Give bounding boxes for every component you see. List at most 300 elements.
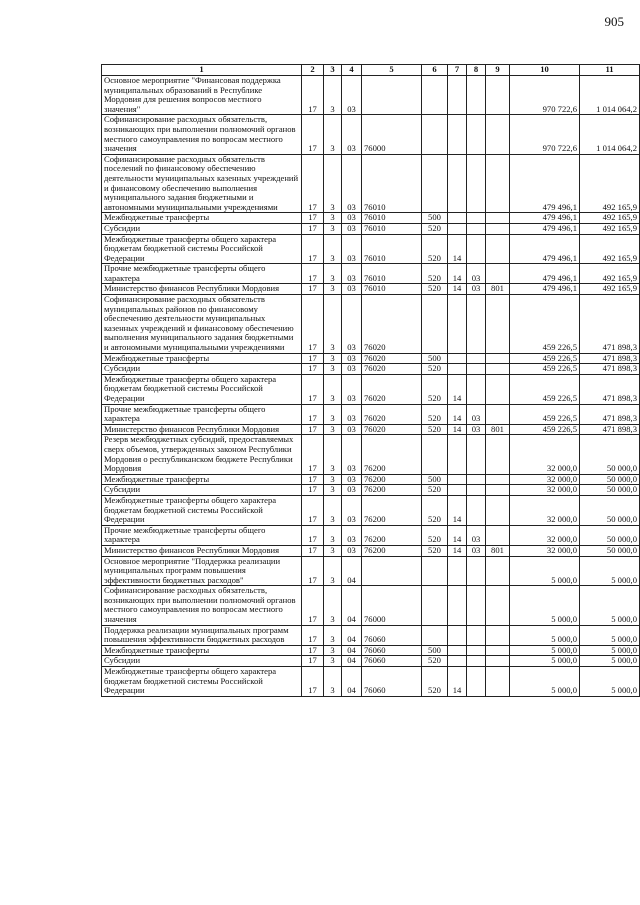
code-cell: 03 (467, 264, 486, 284)
code-cell (467, 586, 486, 625)
amount-cell: 459 226,5 (510, 353, 580, 364)
code-cell: 3 (324, 435, 342, 474)
code-cell (467, 374, 486, 404)
code-cell: 14 (448, 667, 467, 697)
amount-cell: 479 496,1 (510, 264, 580, 284)
code-cell (467, 154, 486, 213)
amount-cell: 471 898,3 (580, 374, 640, 404)
table-row (102, 115, 640, 154)
table-row (102, 223, 640, 234)
code-cell: 3 (324, 545, 342, 556)
amount-cell: 32 000,0 (510, 525, 580, 545)
code-cell (467, 364, 486, 375)
code-cell: 3 (324, 424, 342, 435)
code-cell: 520 (422, 264, 448, 284)
code-cell: 3 (324, 353, 342, 364)
amount-cell: 459 226,5 (510, 374, 580, 404)
amount-cell: 5 000,0 (580, 656, 640, 667)
code-cell: 17 (302, 525, 324, 545)
code-cell: 03 (342, 435, 362, 474)
row-name-cell: Субсидии (102, 223, 302, 234)
code-cell (422, 154, 448, 213)
row-name-cell: Софинансирование расходных обязательств поселений по финансовому обеспечению деятельности муниципальных казенных учреждений и финансовому обеспечению выполнения муниципального задания бюджетными и автономными муниципальными учреждениями (102, 154, 302, 213)
code-cell: 3 (324, 295, 342, 354)
code-cell: 03 (342, 284, 362, 295)
table-row (102, 424, 640, 435)
code-cell: 04 (342, 667, 362, 697)
row-name-cell: Межбюджетные трансферты (102, 645, 302, 656)
amount-cell: 5 000,0 (510, 625, 580, 645)
code-cell: 3 (324, 264, 342, 284)
code-cell: 04 (342, 625, 362, 645)
code-cell: 76200 (362, 545, 422, 556)
code-cell: 3 (324, 374, 342, 404)
code-cell (448, 154, 467, 213)
code-cell: 03 (467, 545, 486, 556)
code-cell: 17 (302, 556, 324, 586)
table-row (102, 295, 640, 354)
code-cell: 17 (302, 495, 324, 525)
code-cell (486, 495, 510, 525)
code-cell: 76020 (362, 424, 422, 435)
code-cell: 17 (302, 667, 324, 697)
code-cell: 04 (342, 556, 362, 586)
table-row (102, 586, 640, 625)
table-row (102, 234, 640, 264)
header-cell: 10 (510, 65, 580, 76)
code-cell: 3 (324, 223, 342, 234)
code-cell: 76020 (362, 374, 422, 404)
code-cell: 3 (324, 404, 342, 424)
code-cell: 03 (342, 525, 362, 545)
amount-cell: 970 722,6 (510, 76, 580, 115)
code-cell: 03 (342, 495, 362, 525)
code-cell: 03 (342, 485, 362, 496)
code-cell: 14 (448, 525, 467, 545)
code-cell (448, 213, 467, 224)
code-cell (486, 223, 510, 234)
code-cell (422, 435, 448, 474)
amount-cell: 970 722,6 (510, 115, 580, 154)
code-cell: 17 (302, 645, 324, 656)
code-cell: 3 (324, 115, 342, 154)
row-name-cell: Софинансирование расходных обязательств муниципальных районов по финансовому обеспечению деятельности муниципальных казенных учреждений и финансовому обеспечению выполнения муниципального задания бюджетными и автономными муниципальными учреждениями (102, 295, 302, 354)
code-cell: 76020 (362, 353, 422, 364)
code-cell: 17 (302, 234, 324, 264)
code-cell: 76010 (362, 234, 422, 264)
code-cell: 04 (342, 586, 362, 625)
code-cell: 17 (302, 545, 324, 556)
code-cell: 03 (342, 234, 362, 264)
table-row (102, 474, 640, 485)
code-cell (467, 485, 486, 496)
code-cell: 03 (342, 223, 362, 234)
code-cell: 17 (302, 404, 324, 424)
code-cell (467, 625, 486, 645)
code-cell: 03 (342, 154, 362, 213)
code-cell: 17 (302, 485, 324, 496)
code-cell: 76010 (362, 284, 422, 295)
code-cell (448, 474, 467, 485)
code-cell (448, 76, 467, 115)
code-cell (448, 295, 467, 354)
code-cell (486, 213, 510, 224)
row-name-cell: Субсидии (102, 656, 302, 667)
code-cell (467, 645, 486, 656)
code-cell (422, 76, 448, 115)
code-cell: 3 (324, 556, 342, 586)
code-cell: 3 (324, 667, 342, 697)
amount-cell: 492 165,9 (580, 213, 640, 224)
amount-cell: 492 165,9 (580, 223, 640, 234)
code-cell: 500 (422, 474, 448, 485)
code-cell (486, 474, 510, 485)
code-cell: 801 (486, 424, 510, 435)
code-cell (486, 656, 510, 667)
code-cell: 03 (342, 115, 362, 154)
code-cell: 76200 (362, 474, 422, 485)
code-cell: 14 (448, 264, 467, 284)
code-cell: 3 (324, 525, 342, 545)
code-cell (467, 213, 486, 224)
amount-cell: 5 000,0 (580, 667, 640, 697)
table-row (102, 645, 640, 656)
code-cell: 520 (422, 667, 448, 697)
code-cell (486, 525, 510, 545)
code-cell: 03 (342, 404, 362, 424)
code-cell: 76060 (362, 645, 422, 656)
amount-cell: 32 000,0 (510, 545, 580, 556)
table-row (102, 154, 640, 213)
amount-cell: 479 496,1 (510, 284, 580, 295)
code-cell: 03 (342, 76, 362, 115)
table-row (102, 625, 640, 645)
code-cell: 17 (302, 154, 324, 213)
code-cell (467, 667, 486, 697)
code-cell: 520 (422, 374, 448, 404)
amount-cell: 5 000,0 (510, 667, 580, 697)
header-cell: 8 (467, 65, 486, 76)
code-cell: 76020 (362, 295, 422, 354)
code-cell: 17 (302, 353, 324, 364)
code-cell: 03 (342, 545, 362, 556)
table-row (102, 264, 640, 284)
code-cell: 3 (324, 154, 342, 213)
code-cell: 03 (342, 424, 362, 435)
code-cell (448, 625, 467, 645)
code-cell: 76200 (362, 485, 422, 496)
code-cell: 3 (324, 586, 342, 625)
code-cell: 76060 (362, 656, 422, 667)
row-name-cell: Резерв межбюджетных субсидий, предоставляемых сверх объемов, утвержденных законом Республики Мордовия о республиканском бюджете Республики Мордовия (102, 435, 302, 474)
header-cell: 1 (102, 65, 302, 76)
header-cell: 3 (324, 65, 342, 76)
code-cell (486, 435, 510, 474)
code-cell: 17 (302, 435, 324, 474)
amount-cell: 1 014 064,2 (580, 115, 640, 154)
code-cell (448, 353, 467, 364)
code-cell: 3 (324, 656, 342, 667)
code-cell: 500 (422, 645, 448, 656)
amount-cell: 50 000,0 (580, 525, 640, 545)
table-row (102, 76, 640, 115)
page-number: 905 (604, 14, 624, 29)
header-cell: 2 (302, 65, 324, 76)
code-cell (448, 223, 467, 234)
row-name-cell: Министерство финансов Республики Мордовия (102, 284, 302, 295)
header-cell: 7 (448, 65, 467, 76)
amount-cell: 492 165,9 (580, 284, 640, 295)
amount-cell: 471 898,3 (580, 353, 640, 364)
code-cell: 17 (302, 213, 324, 224)
code-cell: 17 (302, 115, 324, 154)
amount-cell: 5 000,0 (580, 625, 640, 645)
table-row (102, 213, 640, 224)
amount-cell: 479 496,1 (510, 154, 580, 213)
code-cell: 14 (448, 545, 467, 556)
code-cell: 17 (302, 474, 324, 485)
code-cell: 76060 (362, 667, 422, 697)
amount-cell: 479 496,1 (510, 213, 580, 224)
amount-cell: 471 898,3 (580, 364, 640, 375)
code-cell (448, 645, 467, 656)
table-row (102, 374, 640, 404)
amount-cell: 471 898,3 (580, 424, 640, 435)
table-row (102, 404, 640, 424)
table-row (102, 656, 640, 667)
code-cell (467, 234, 486, 264)
code-cell: 3 (324, 284, 342, 295)
code-cell: 76010 (362, 213, 422, 224)
code-cell (467, 295, 486, 354)
amount-cell: 5 000,0 (580, 556, 640, 586)
row-name-cell: Субсидии (102, 364, 302, 375)
code-cell: 03 (342, 374, 362, 404)
row-name-cell: Прочие межбюджетные трансферты общего характера (102, 404, 302, 424)
code-cell: 03 (467, 424, 486, 435)
amount-cell: 459 226,5 (510, 364, 580, 375)
row-name-cell: Софинансирование расходных обязательств, возникающих при выполнении полномочий органов местного самоуправления по вопросам местного значения (102, 115, 302, 154)
code-cell: 14 (448, 234, 467, 264)
code-cell: 17 (302, 76, 324, 115)
code-cell (448, 556, 467, 586)
code-cell (422, 586, 448, 625)
table-row (102, 545, 640, 556)
code-cell: 17 (302, 264, 324, 284)
row-name-cell: Субсидии (102, 485, 302, 496)
code-cell: 3 (324, 213, 342, 224)
amount-cell: 32 000,0 (510, 485, 580, 496)
table-row (102, 435, 640, 474)
code-cell: 500 (422, 213, 448, 224)
code-cell (486, 364, 510, 375)
code-cell: 801 (486, 284, 510, 295)
code-cell (467, 353, 486, 364)
row-name-cell: Межбюджетные трансферты общего характера бюджетам бюджетной системы Российской Федерации (102, 374, 302, 404)
code-cell: 03 (467, 284, 486, 295)
code-cell: 76000 (362, 115, 422, 154)
code-cell: 17 (302, 223, 324, 234)
code-cell: 3 (324, 485, 342, 496)
code-cell: 76020 (362, 364, 422, 375)
code-cell (422, 556, 448, 586)
row-name-cell: Межбюджетные трансферты общего характера бюджетам бюджетной системы Российской Федерации (102, 667, 302, 697)
amount-cell: 1 014 064,2 (580, 76, 640, 115)
code-cell: 14 (448, 374, 467, 404)
code-cell: 03 (342, 295, 362, 354)
code-cell: 520 (422, 545, 448, 556)
code-cell (448, 656, 467, 667)
code-cell (486, 485, 510, 496)
code-cell: 76010 (362, 154, 422, 213)
table-body (102, 65, 640, 697)
amount-cell: 471 898,3 (580, 404, 640, 424)
row-name-cell: Межбюджетные трансферты общего характера бюджетам бюджетной системы Российской Федерации (102, 234, 302, 264)
row-name-cell: Поддержка реализации муниципальных программ повышения эффективности бюджетных расходов (102, 625, 302, 645)
code-cell: 17 (302, 656, 324, 667)
amount-cell: 5 000,0 (510, 556, 580, 586)
code-cell (486, 586, 510, 625)
table-row (102, 364, 640, 375)
code-cell (467, 115, 486, 154)
code-cell (486, 625, 510, 645)
code-cell: 76200 (362, 495, 422, 525)
code-cell: 520 (422, 364, 448, 375)
code-cell: 04 (342, 656, 362, 667)
code-cell (467, 76, 486, 115)
code-cell (467, 435, 486, 474)
amount-cell: 50 000,0 (580, 474, 640, 485)
amount-cell: 50 000,0 (580, 545, 640, 556)
row-name-cell: Софинансирование расходных обязательств, возникающих при выполнении полномочий органов местного самоуправления по вопросам местного значения (102, 586, 302, 625)
amount-cell: 459 226,5 (510, 424, 580, 435)
code-cell (486, 234, 510, 264)
code-cell: 520 (422, 234, 448, 264)
code-cell: 76020 (362, 404, 422, 424)
header-cell: 6 (422, 65, 448, 76)
code-cell: 17 (302, 586, 324, 625)
code-cell (448, 115, 467, 154)
table-row (102, 353, 640, 364)
header-cell: 9 (486, 65, 510, 76)
amount-cell: 479 496,1 (510, 234, 580, 264)
code-cell: 520 (422, 656, 448, 667)
code-cell: 04 (342, 645, 362, 656)
amount-cell: 492 165,9 (580, 264, 640, 284)
amount-cell: 50 000,0 (580, 495, 640, 525)
code-cell: 520 (422, 424, 448, 435)
code-cell: 3 (324, 645, 342, 656)
amount-cell: 459 226,5 (510, 295, 580, 354)
code-cell: 76060 (362, 625, 422, 645)
code-cell: 14 (448, 424, 467, 435)
code-cell: 3 (324, 364, 342, 375)
code-cell: 76010 (362, 223, 422, 234)
code-cell: 76000 (362, 586, 422, 625)
code-cell: 76200 (362, 525, 422, 545)
code-cell (422, 115, 448, 154)
code-cell: 500 (422, 353, 448, 364)
code-cell (467, 495, 486, 525)
code-cell (486, 374, 510, 404)
header-cell: 11 (580, 65, 640, 76)
table-row (102, 495, 640, 525)
amount-cell: 5 000,0 (510, 586, 580, 625)
code-cell (448, 435, 467, 474)
row-name-cell: Межбюджетные трансферты общего характера бюджетам бюджетной системы Российской Федерации (102, 495, 302, 525)
code-cell: 520 (422, 525, 448, 545)
table-row (102, 485, 640, 496)
amount-cell: 5 000,0 (510, 645, 580, 656)
amount-cell: 5 000,0 (510, 656, 580, 667)
code-cell: 3 (324, 76, 342, 115)
code-cell: 03 (467, 525, 486, 545)
amount-cell: 471 898,3 (580, 295, 640, 354)
code-cell: 520 (422, 223, 448, 234)
code-cell (486, 404, 510, 424)
code-cell: 3 (324, 474, 342, 485)
code-cell (486, 353, 510, 364)
table-row (102, 667, 640, 697)
amount-cell: 5 000,0 (580, 645, 640, 656)
code-cell: 03 (467, 404, 486, 424)
table-row (102, 284, 640, 295)
code-cell: 76200 (362, 435, 422, 474)
row-name-cell: Прочие межбюджетные трансферты общего характера (102, 525, 302, 545)
code-cell: 520 (422, 284, 448, 295)
header-cell: 4 (342, 65, 362, 76)
code-cell: 14 (448, 404, 467, 424)
code-cell: 17 (302, 424, 324, 435)
code-cell (486, 264, 510, 284)
code-cell: 17 (302, 364, 324, 375)
budget-table (101, 64, 640, 697)
code-cell (448, 485, 467, 496)
code-cell: 03 (342, 213, 362, 224)
row-name-cell: Межбюджетные трансферты (102, 474, 302, 485)
code-cell (422, 295, 448, 354)
row-name-cell: Министерство финансов Республики Мордовия (102, 545, 302, 556)
table-row (102, 556, 640, 586)
code-cell: 76010 (362, 264, 422, 284)
amount-cell: 479 496,1 (510, 223, 580, 234)
code-cell: 17 (302, 284, 324, 295)
row-name-cell: Основное мероприятие "Поддержка реализации муниципальных программ повышения эффективности бюджетных расходов" (102, 556, 302, 586)
code-cell (486, 295, 510, 354)
amount-cell: 50 000,0 (580, 485, 640, 496)
budget-table-container (101, 64, 640, 697)
amount-cell: 459 226,5 (510, 404, 580, 424)
code-cell (467, 656, 486, 667)
code-cell (467, 556, 486, 586)
row-name-cell: Межбюджетные трансферты (102, 213, 302, 224)
code-cell: 03 (342, 353, 362, 364)
code-cell (448, 364, 467, 375)
code-cell (448, 586, 467, 625)
table-row (102, 525, 640, 545)
code-cell (486, 115, 510, 154)
code-cell (362, 76, 422, 115)
code-cell (486, 645, 510, 656)
code-cell: 14 (448, 495, 467, 525)
amount-cell: 492 165,9 (580, 234, 640, 264)
header-row (102, 65, 640, 76)
row-name-cell: Прочие межбюджетные трансферты общего характера (102, 264, 302, 284)
header-cell: 5 (362, 65, 422, 76)
amount-cell: 50 000,0 (580, 435, 640, 474)
code-cell: 14 (448, 284, 467, 295)
code-cell: 03 (342, 474, 362, 485)
